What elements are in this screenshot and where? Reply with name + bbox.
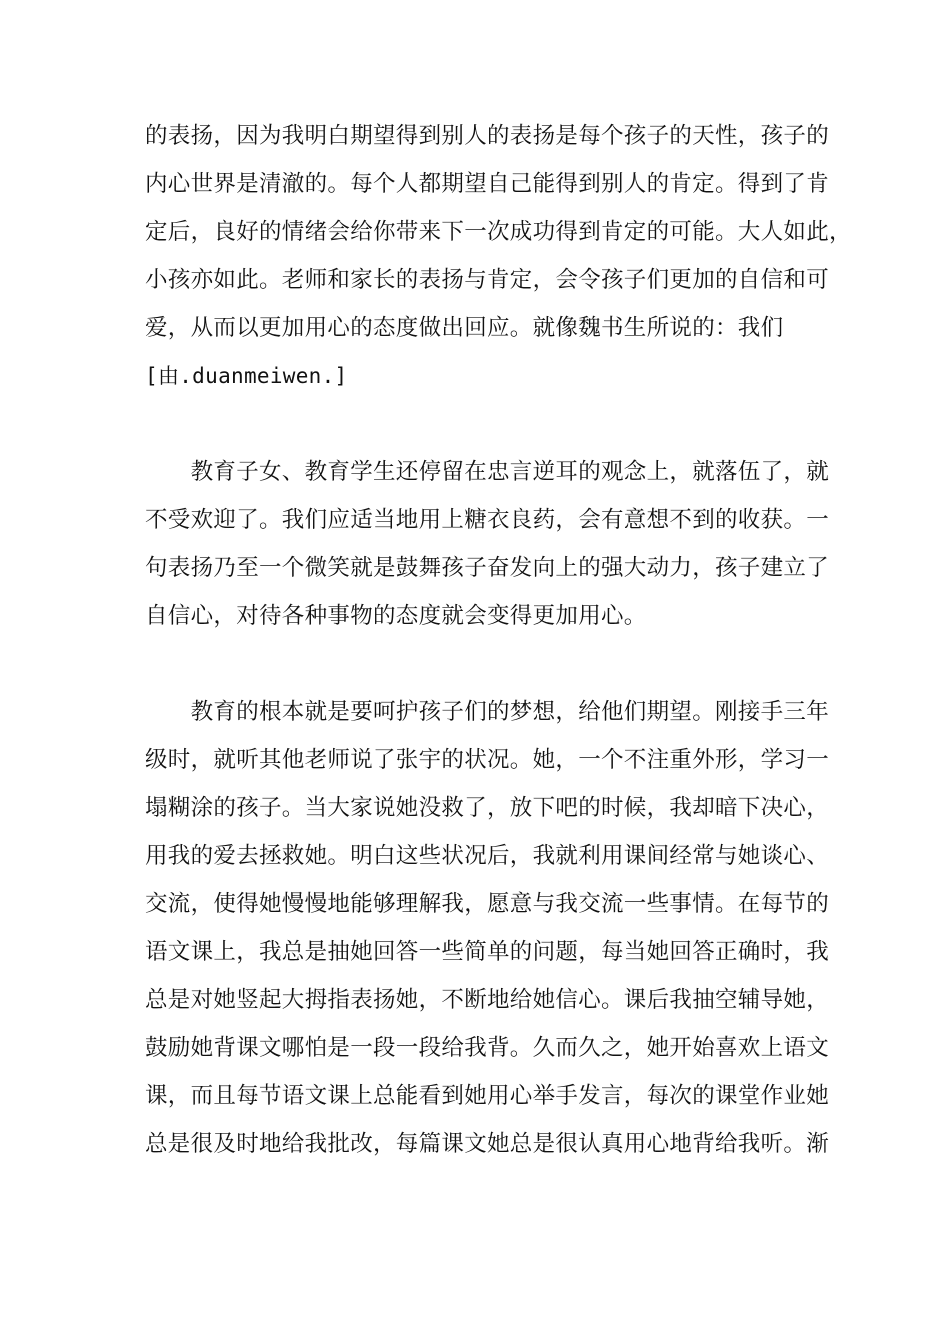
text-line: 小孩亦如此。老师和家长的表扬与肯定，会令孩子们更加的自信和可 — [145, 267, 830, 293]
text-line: 内心世界是清澈的。每个人都期望自己能得到别人的肯定。得到了肯 — [145, 171, 830, 197]
text-line: 定后，良好的情绪会给你带来下一次成功得到肯定的可能。大人如此， — [145, 219, 852, 245]
text-line: 课，而且每节语文课上总能看到她用心举手发言，每次的课堂作业她 — [145, 1083, 830, 1109]
text-line: 总是对她竖起大拇指表扬她，不断地给她信心。课后我抽空辅导她， — [145, 987, 830, 1013]
text-line: 教育子女、教育学生还停留在忠言逆耳的观念上，就落伍了，就 — [145, 459, 830, 485]
source-note: [由.duanmeiwen.] — [145, 364, 348, 388]
text-line: 塌糊涂的孩子。当大家说她没救了，放下吧的时候，我却暗下决心， — [145, 795, 830, 821]
text-line: 教育的根本就是要呵护孩子们的梦想，给他们期望。刚接手三年 — [145, 699, 830, 725]
text-line: 不受欢迎了。我们应适当地用上糖衣良药，会有意想不到的收获。一 — [145, 507, 830, 533]
text-line: 自信心，对待各种事物的态度就会变得更加用心。 — [145, 603, 647, 629]
text-line: 用我的爱去拯救她。明白这些状况后，我就利用课间经常与她谈心、 — [145, 843, 830, 869]
text-line: 的表扬，因为我明白期望得到别人的表扬是每个孩子的天性，孩子的 — [145, 123, 830, 149]
text-line: 交流，使得她慢慢地能够理解我，愿意与我交流一些事情。在每节的 — [145, 891, 830, 917]
text-line: 总是很及时地给我批改，每篇课文她总是很认真用心地背给我听。渐 — [145, 1131, 830, 1157]
text-line: 爱，从而以更加用心的态度做出回应。就像魏书生所说的：我们 — [145, 315, 784, 341]
text-line: 语文课上，我总是抽她回答一些简单的问题，每当她回答正确时，我 — [145, 939, 830, 965]
text-line: 句表扬乃至一个微笑就是鼓舞孩子奋发向上的强大动力，孩子建立了 — [145, 555, 830, 581]
text-line: 级时，就听其他老师说了张宇的状况。她，一个不注重外形，学习一 — [145, 747, 830, 773]
text-line: 鼓励她背课文哪怕是一段一段给我背。久而久之，她开始喜欢上语文 — [145, 1035, 830, 1061]
